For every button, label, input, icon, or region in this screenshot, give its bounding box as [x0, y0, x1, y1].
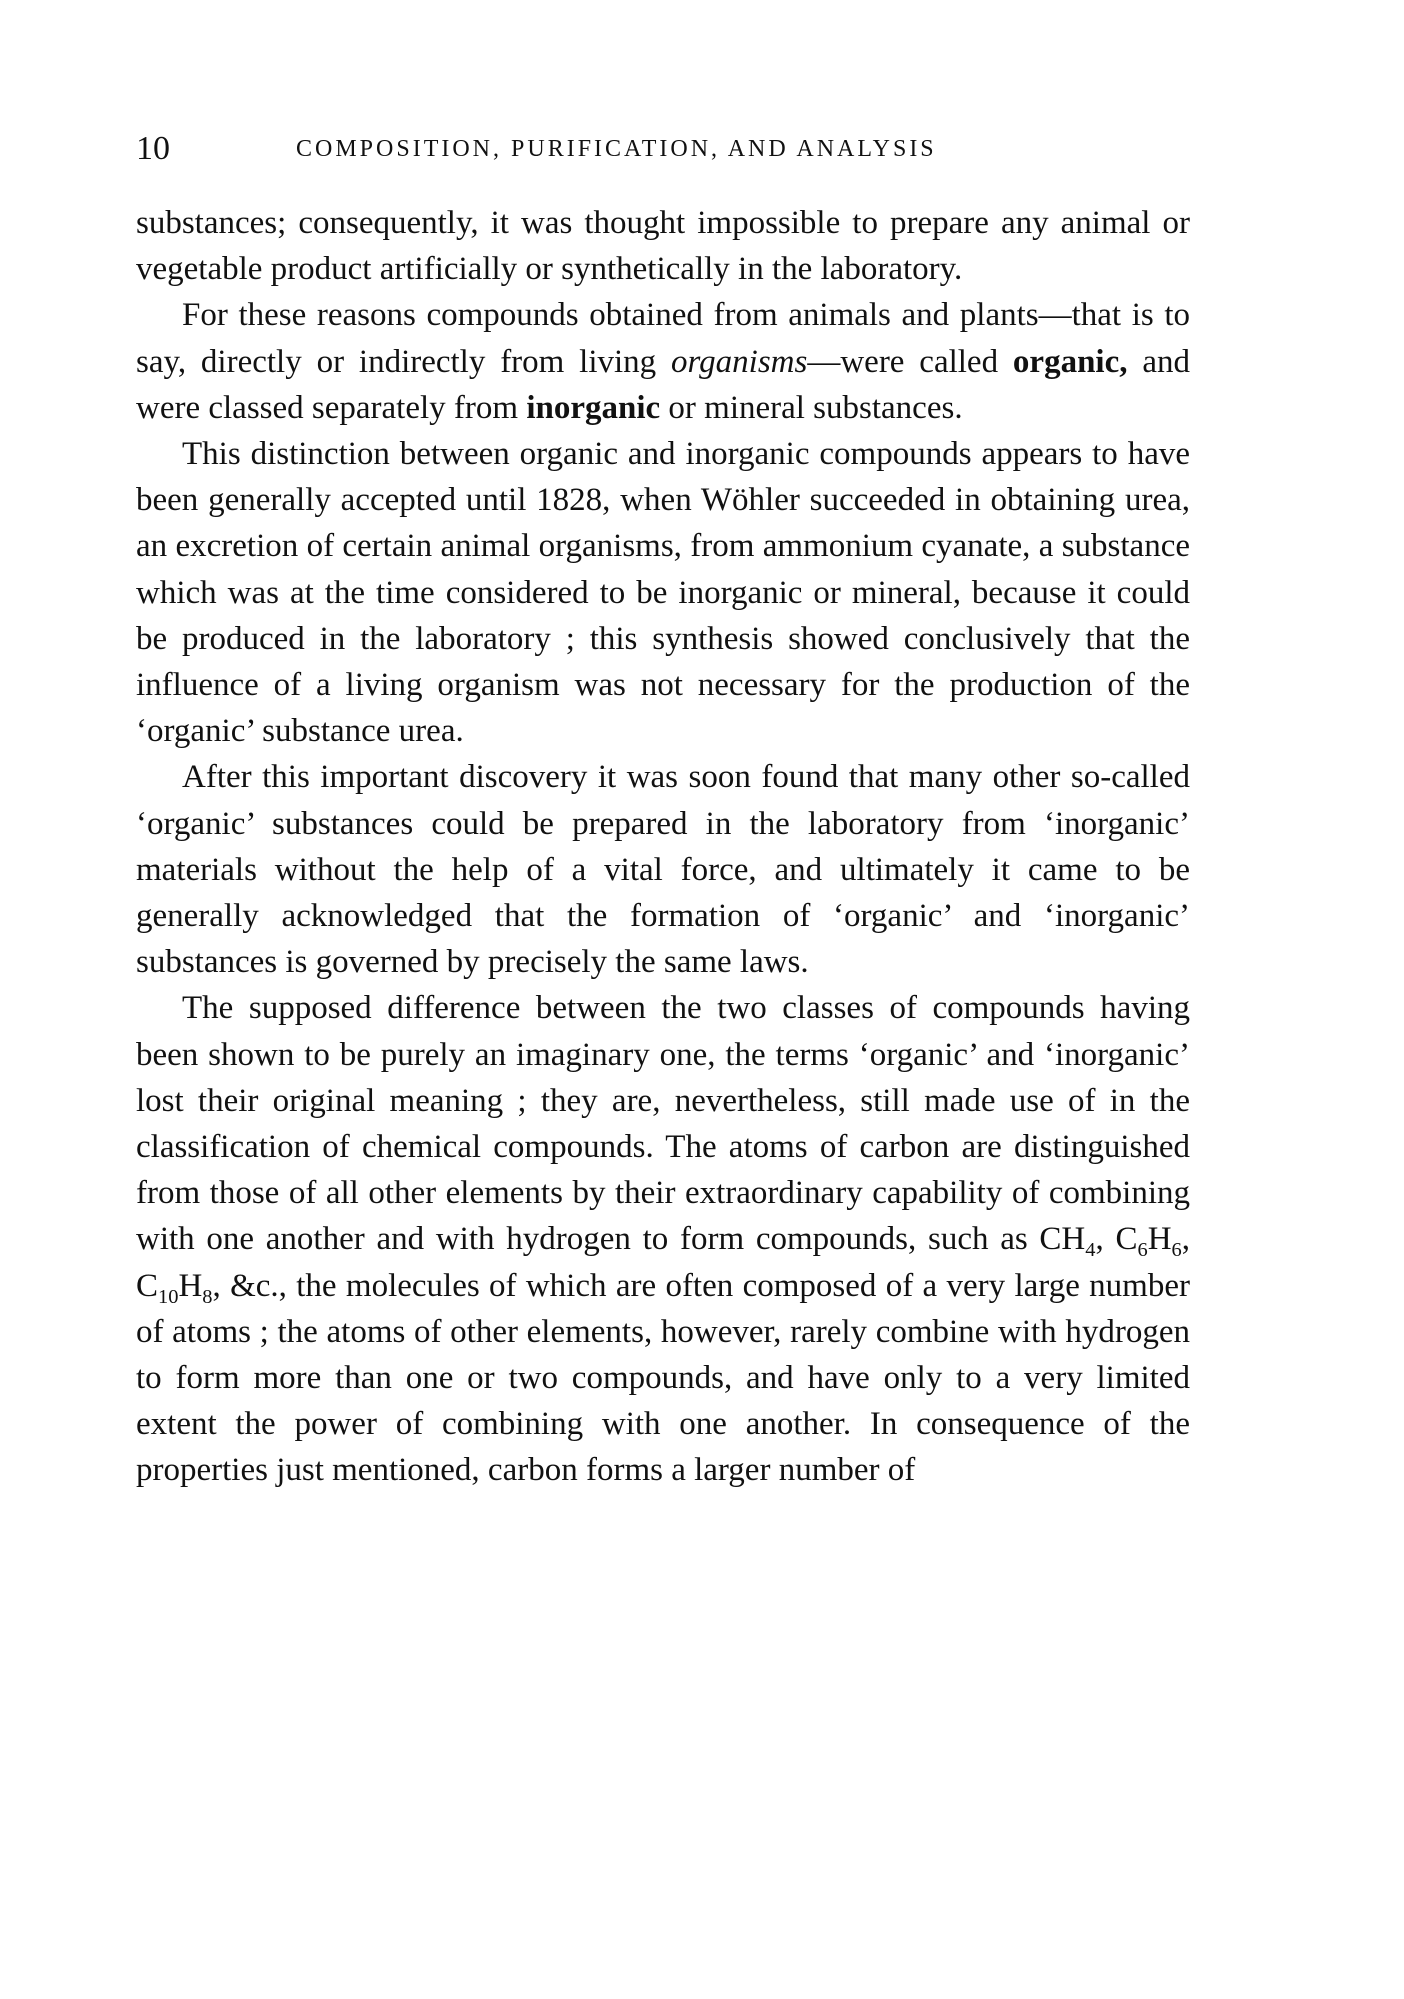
subscript-text: 8 — [202, 1285, 213, 1308]
body-text — [136, 200, 1190, 1494]
text-run: H — [178, 1267, 203, 1304]
bold-term: inorganic — [526, 389, 661, 426]
text-run: C — [1115, 1221, 1138, 1258]
text-run: , — [1095, 1221, 1116, 1258]
bold-term: organic, — [1012, 343, 1128, 380]
text-run: , &c., the molecules of which are often composed of a very large number of atoms ; the atoms of other elements, however, rarely combine with hydrogen to form more than one or two compounds, and have only to a very limited extent the power of combining with one another. In consequence of the properties just mentioned, carbon forms a larger number of — [136, 1267, 1190, 1489]
text-run: H — [1147, 1221, 1172, 1258]
text-run: This distinction between organic and inorganic compounds appears to have been generally accepted until 1828, when Wöhler succeeded in obtaining urea, an excretion of certain animal organisms, from ammonium cyanate, a substance which was at the time considered to be inorganic or mineral, because it could be produced in the laboratory ; this synthesis showed conclusively that the influence of a living organism was not necessary for the production of the ‘organic’ substance urea. — [136, 436, 1190, 750]
running-title: COMPOSITION, PURIFICATION, AND ANALYSIS — [296, 136, 937, 162]
text-run: For these reasons compounds obtained from animals and plants—that is to say, directly or indirectly from living — [136, 297, 1190, 380]
text-run: substances; consequently, it was thought impossible to prepare any animal or vegetable product artificially or synthetically in the laboratory. — [136, 205, 1190, 288]
text-run: The supposed difference between the two classes of compounds having been shown to be purely an imaginary one, the terms ‘organic’ and ‘inorganic’ lost their original meaning ; they are, nevertheless, still made use of in the classification of chemical compounds. The atoms of carbon are distinguished from those of all other elements by their extraordinary capability of combining with one another and with hydrogen to form compounds, such as — [136, 990, 1190, 1258]
paragraph-carbon-compounds — [136, 985, 1190, 1493]
page-number: 10 — [136, 130, 170, 167]
text-run: and were classed separately from — [136, 343, 1190, 426]
subscript-text: 4 — [1085, 1239, 1096, 1262]
subscript-text: 6 — [1137, 1239, 1148, 1262]
paragraph-continued — [136, 200, 1190, 292]
running-head — [136, 130, 1190, 180]
subscript-text: 6 — [1171, 1239, 1182, 1262]
text-run: After this important discovery it was soon found that many other so-called ‘organic’ substances could be prepared in the laboratory from ‘inorganic’ materials without the help of a vital force, and ultimately it came to be generally acknowledged that the formation of ‘organic’ and ‘inorganic’ substances is governed by precisely the same laws. — [136, 759, 1190, 981]
book-page — [136, 130, 1190, 1494]
text-run: C — [136, 1267, 159, 1304]
subscript-text: 10 — [158, 1285, 179, 1308]
italic-term: organisms — [671, 343, 808, 380]
text-run: —were called — [807, 343, 1013, 380]
paragraph-wohler-urea — [136, 431, 1190, 754]
text-run: or mineral substances. — [660, 389, 963, 426]
paragraph-vital-force — [136, 754, 1190, 985]
paragraph-organic-definition — [136, 292, 1190, 431]
text-run: CH — [1039, 1221, 1086, 1258]
text-run: , — [1181, 1221, 1191, 1258]
